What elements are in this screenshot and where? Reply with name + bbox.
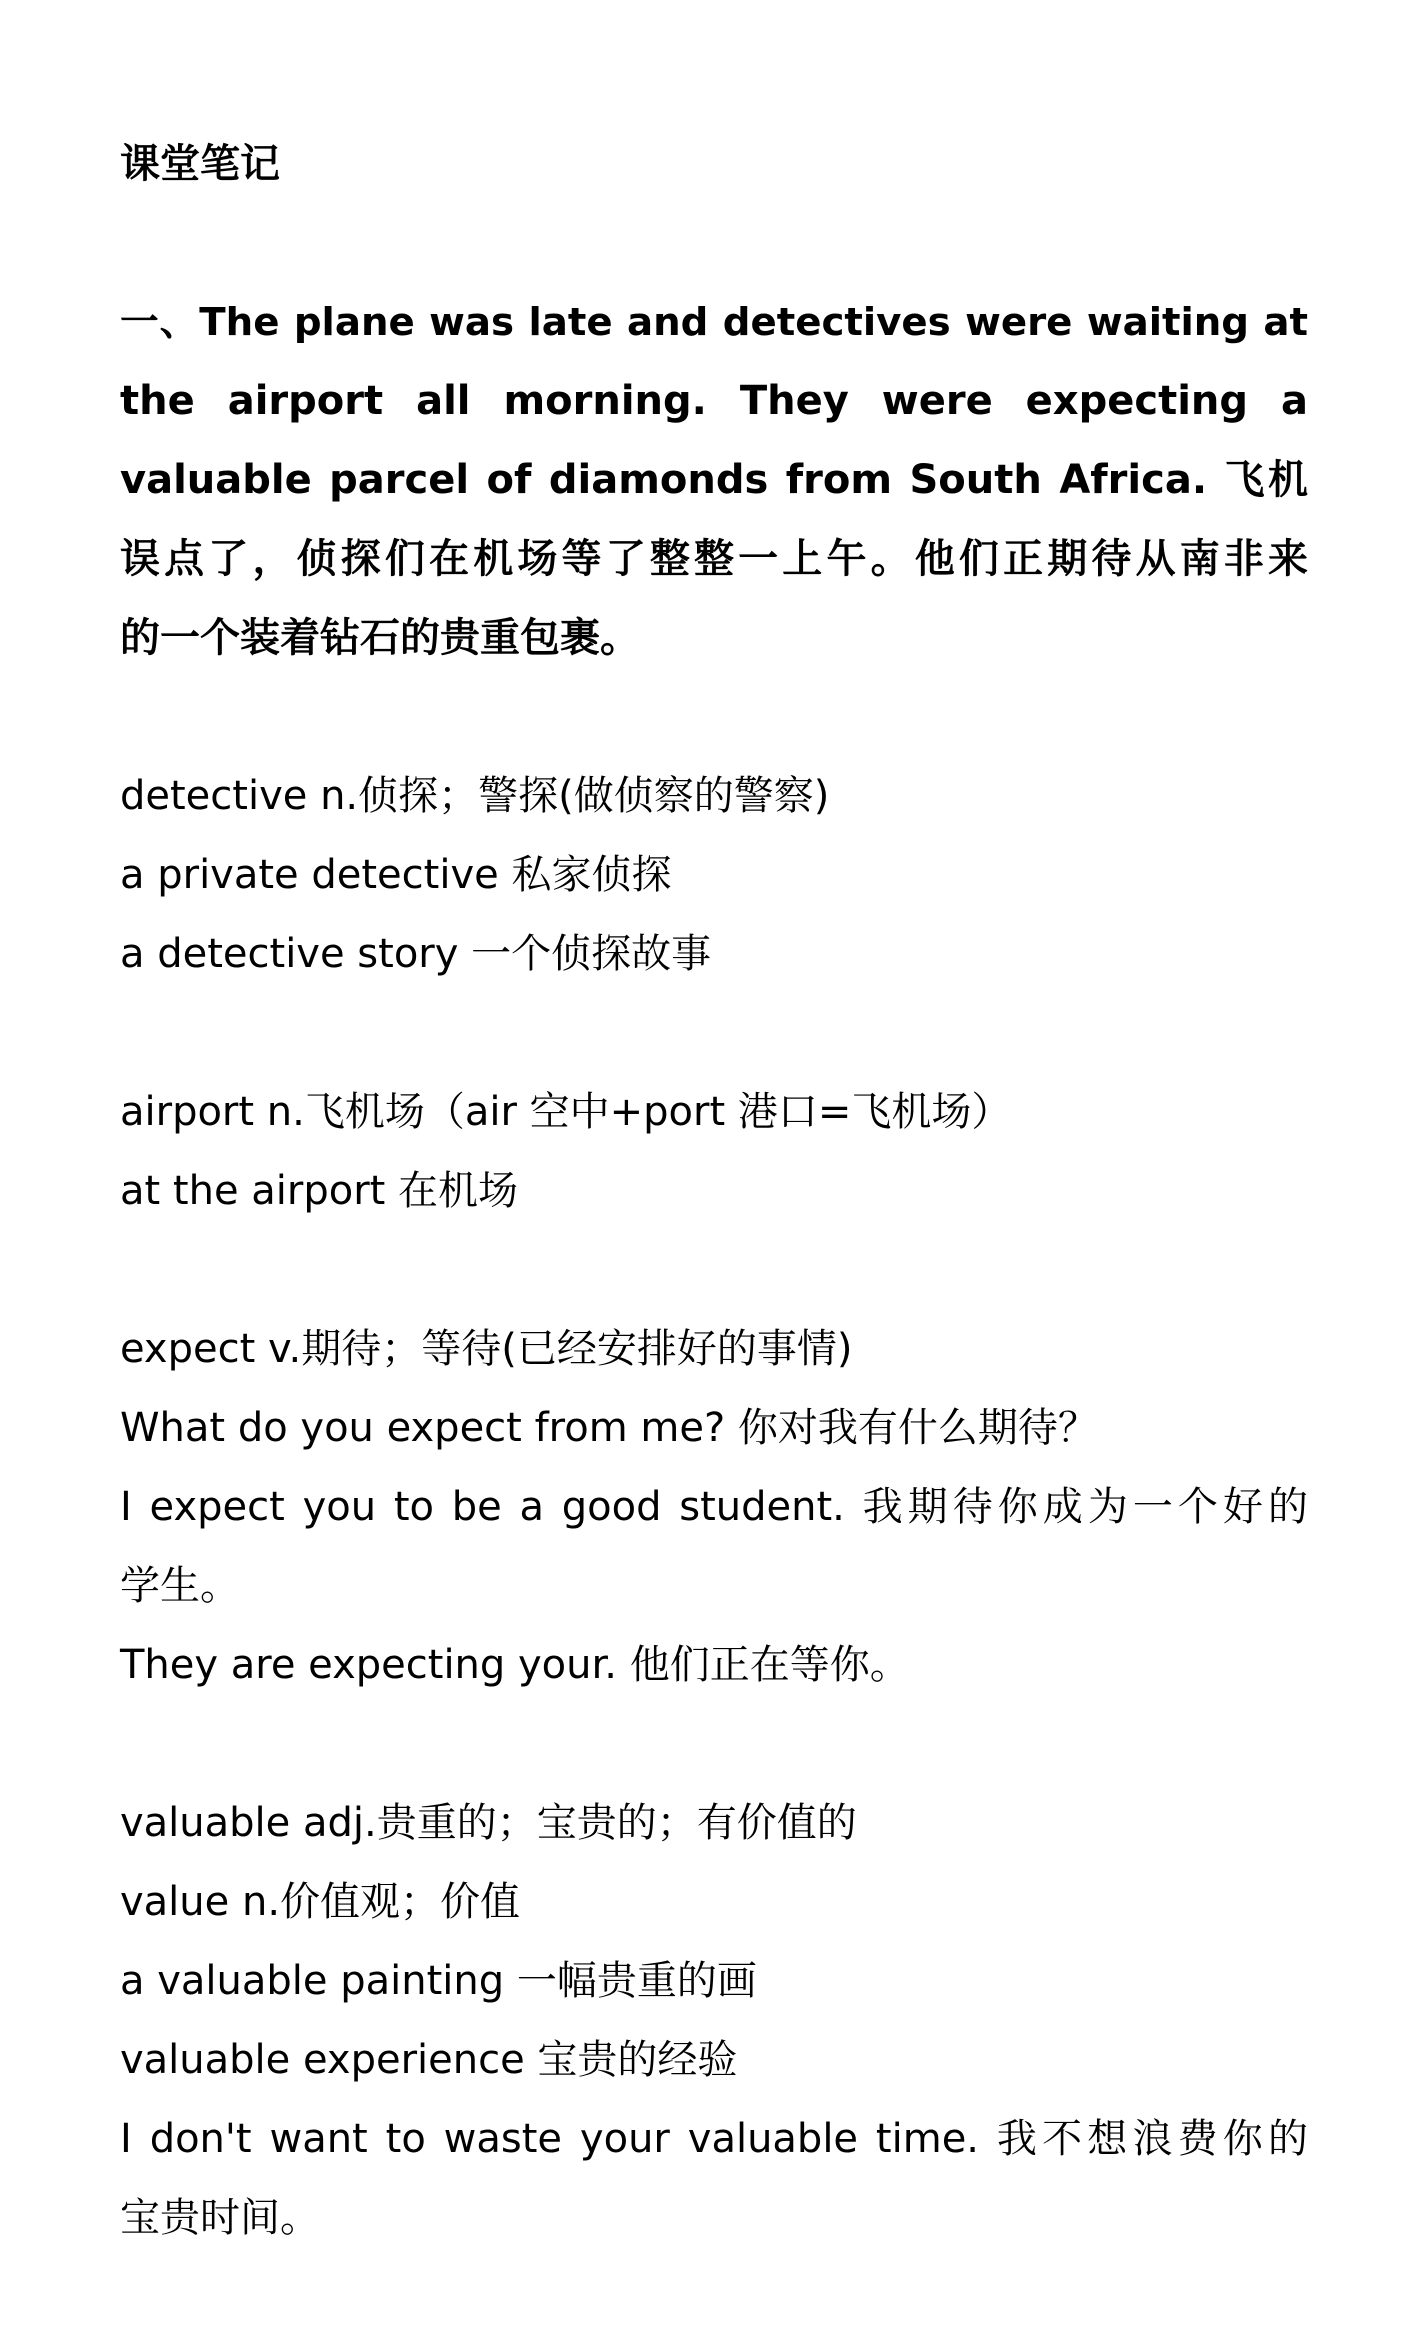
vocab-line: valuable adj.贵重的；宝贵的；有价值的 — [120, 1800, 857, 1846]
vocab-line: airport n.飞机场（air 空中+port 港口=飞机场） — [120, 1089, 1012, 1135]
page-title: 课堂笔记 — [120, 141, 280, 187]
vocab-line: I expect you to be a good student. 我期待你成为一个好的 — [120, 1484, 1308, 1530]
paragraph-line: 的一个装着钻石的贵重包裹。 — [120, 615, 640, 661]
vocab-detective — [120, 757, 1308, 994]
vocab-line: I don't want to waste your valuable time. 我不想浪费你的 — [120, 2116, 1308, 2162]
vocab-line: What do you expect from me? 你对我有什么期待？ — [120, 1405, 1098, 1451]
vocab-line: expect v.期待；等待(已经安排好的事情) — [120, 1326, 853, 1372]
vocab-line: a private detective 私家侦探 — [120, 852, 672, 898]
notes-document — [120, 125, 1308, 2258]
vocab-line: 学生。 — [120, 1563, 240, 1609]
section-1-paragraph — [120, 283, 1308, 678]
paragraph-line: 一、The plane was late and detectives were waiting at — [120, 300, 1308, 345]
vocab-line: at the airport 在机场 — [120, 1168, 519, 1214]
vocab-line: a valuable painting 一幅贵重的画 — [120, 1958, 757, 2004]
vocab-expect — [120, 1310, 1308, 1705]
vocab-line: 宝贵时间。 — [120, 2195, 320, 2241]
vocab-valuable — [120, 1784, 1308, 2258]
vocab-line: valuable experience 宝贵的经验 — [120, 2037, 738, 2083]
vocab-airport — [120, 1073, 1308, 1231]
vocab-line: detective n.侦探；警探(做侦察的警察) — [120, 773, 830, 819]
vocab-line: value n.价值观；价值 — [120, 1879, 521, 1925]
vocab-line: a detective story 一个侦探故事 — [120, 931, 712, 977]
vocab-line: They are expecting your. 他们正在等你。 — [120, 1642, 910, 1688]
paragraph-line: valuable parcel of diamonds from South Africa. 飞机 — [120, 457, 1308, 503]
paragraph-line: the airport all morning. They were expecting a — [120, 378, 1308, 424]
paragraph-line: 误点了，侦探们在机场等了整整一上午。他们正期待从南非来 — [120, 536, 1308, 582]
